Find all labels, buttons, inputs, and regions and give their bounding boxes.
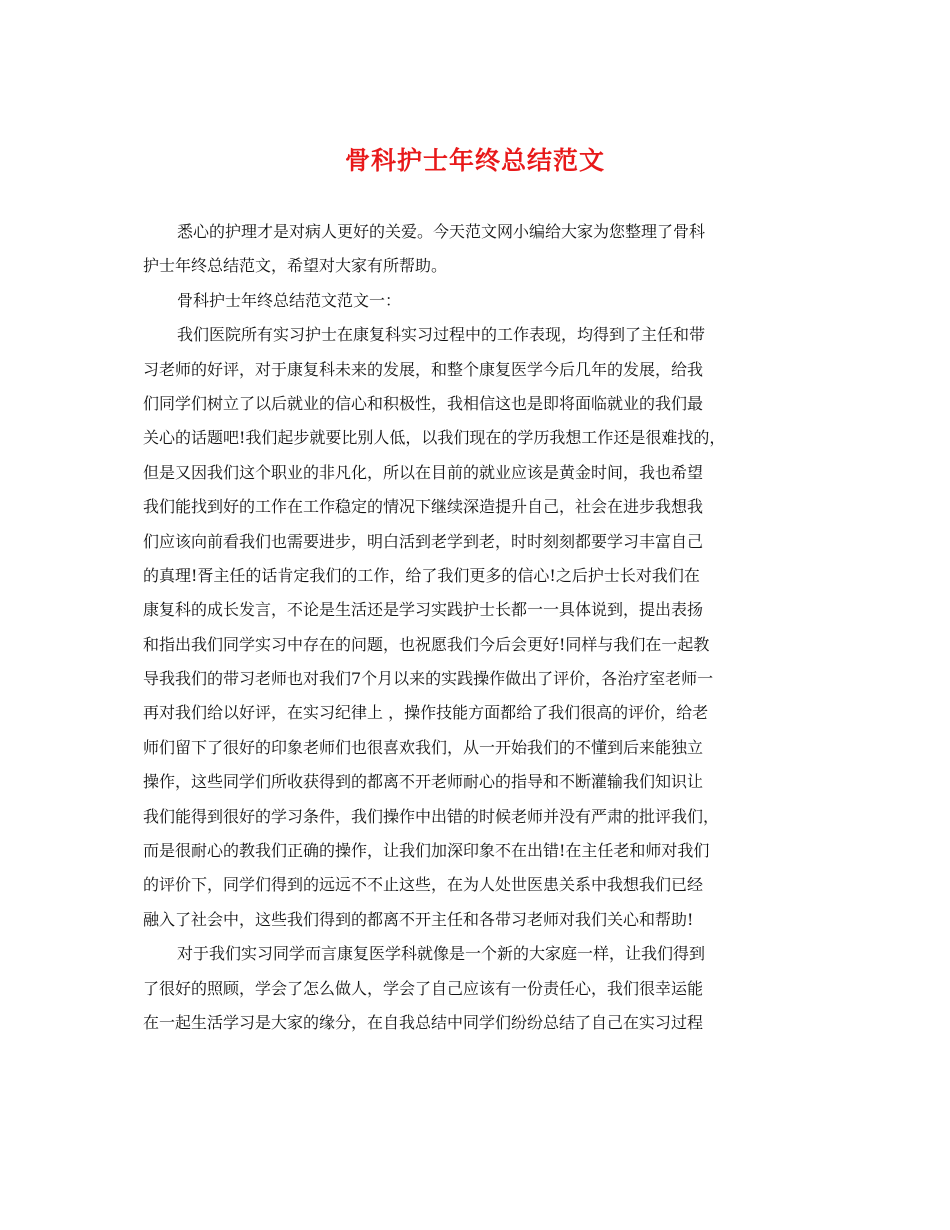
body-line: 护士年终总结范文，希望对大家有所帮助。 (143, 256, 448, 276)
document-body (143, 215, 815, 1040)
body-line: 再对我们给以好评，在实习纪律上 ，操作技能方面都给了我们很高的评价，给老 (143, 703, 709, 723)
body-line: 但是又因我们这个职业的非凡化，所以在目前的就业应该是黄金时间，我也希望 (143, 462, 704, 482)
body-line: 骨科护士年终总结范文范文一： (177, 290, 402, 310)
body-line: 悉心的护理才是对病人更好的关爱。今天范文网小编给大家为您整理了骨科 (177, 222, 706, 241)
body-line: 们同学们树立了以后就业的信心和积极性，我相信这也是即将面临就业的我们最 (143, 393, 704, 413)
body-line: 的评价下，同学们得到的远远不不止这些，在为人处世医患关系中我想我们已经 (143, 875, 704, 895)
body-line: 关心的话题吧!我们起步就要比别人低，以我们现在的学历我想工作还是很难找的， (143, 428, 726, 448)
body-line: 我们能找到好的工作在工作稳定的情况下继续深造提升自己，社会在进步我想我 (143, 497, 704, 517)
document-title: 骨科护士年终总结范文 (344, 146, 605, 175)
body-line: 的真理!胥主任的话肯定我们的工作，给了我们更多的信心!之后护士长对我们在 (143, 565, 700, 585)
body-line: 和指出我们同学实习中存在的问题，也祝愿我们今后会更好!同样与我们在一起教 (143, 634, 710, 654)
body-line: 操作，这些同学们所收获得到的都离不开老师耐心的指导和不断灌输我们知识让 (143, 772, 704, 792)
body-line: 了很好的照顾，学会了怎么做人，学会了自己应该有一份责任心，我们很幸运能 (143, 978, 704, 998)
body-line: 在一起生活学习是大家的缘分，在自我总结中同学们纷纷总结了自己在实习过程 (143, 1012, 704, 1032)
body-line: 我们能得到很好的学习条件，我们操作中出错的时候老师并没有严肃的批评我们， (143, 806, 720, 826)
body-line: 而是很耐心的教我们正确的操作，让我们加深印象不在出错!在主任老和师对我们 (143, 841, 710, 861)
body-line: 导我我们的带习老师也对我们7个月以来的实践操作做出了评价，各治疗室老师一 (143, 669, 714, 689)
body-line: 康复科的成长发言，不论是生活还是学习实践护士长都一一具体说到，提出表扬 (143, 600, 704, 620)
body-line: 我们医院所有实习护士在康复科实习过程中的工作表现，均得到了主任和带 (177, 325, 706, 345)
body-line: 对于我们实习同学而言康复医学科就像是一个新的大家庭一样，让我们得到 (177, 944, 706, 964)
body-line: 们应该向前看我们也需要进步，明白活到老学到老，时时刻刻都要学习丰富自己 (143, 531, 704, 551)
body-line: 师们留下了很好的印象老师们也很喜欢我们，从一开始我们的不懂到后来能独立 (143, 737, 704, 757)
body-line: 融入了社会中，这些我们得到的都离不开主任和各带习老师对我们关心和帮助! (143, 909, 694, 929)
body-line: 习老师的好评，对于康复科未来的发展，和整个康复医学今后几年的发展，给我 (143, 359, 704, 379)
